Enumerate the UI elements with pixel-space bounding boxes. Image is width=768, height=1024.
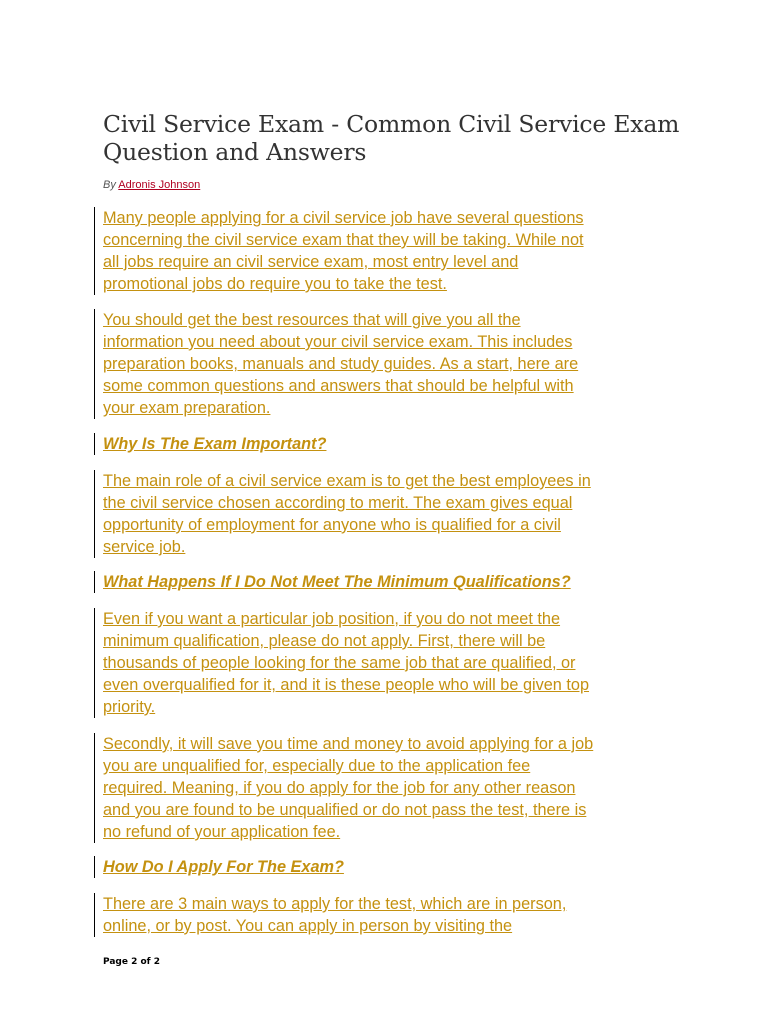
paragraph-link[interactable] bbox=[94, 309, 578, 419]
text-line: your exam preparation. bbox=[103, 399, 271, 417]
section-heading-link[interactable] bbox=[94, 856, 344, 878]
heading-text: Why Is The Exam Important? bbox=[103, 435, 327, 453]
section-heading-link[interactable] bbox=[94, 433, 326, 455]
by-label: By bbox=[103, 179, 116, 191]
heading-text: What Happens If I Do Not Meet The Minimum Qualifications? bbox=[103, 573, 571, 591]
text-line: minimum qualification, please do not apply. First, there will be bbox=[103, 632, 546, 650]
text-line: promotional jobs do require you to take the test. bbox=[103, 275, 447, 293]
byline bbox=[103, 178, 200, 192]
text-line: Secondly, it will save you time and money to avoid applying for a job bbox=[103, 735, 594, 753]
text-line: required. Meaning, if you do apply for the job for any other reason bbox=[103, 779, 576, 797]
text-line: opportunity of employment for anyone who is qualified for a civil bbox=[103, 516, 561, 534]
text-line: thousands of people looking for the same job that are qualified, or bbox=[103, 654, 576, 672]
text-line: Even if you want a particular job position, if you do not meet the bbox=[103, 610, 561, 628]
heading-text: How Do I Apply For The Exam? bbox=[103, 858, 344, 876]
page-title bbox=[103, 110, 703, 166]
text-line: The main role of a civil service exam is to get the best employees in bbox=[103, 472, 591, 490]
title-line-2: Question and Answers bbox=[103, 138, 367, 166]
text-line: information you need about your civil service exam. This includes bbox=[103, 333, 573, 351]
text-line: the civil service chosen according to merit. The exam gives equal bbox=[103, 494, 573, 512]
text-line: all jobs require an civil service exam, most entry level and bbox=[103, 253, 519, 271]
text-line: priority. bbox=[103, 698, 156, 716]
paragraph-link[interactable] bbox=[94, 470, 591, 558]
text-line: some common questions and answers that should be helpful with bbox=[103, 377, 574, 395]
paragraph-link[interactable] bbox=[94, 893, 566, 937]
paragraph-link[interactable] bbox=[94, 733, 593, 843]
text-line: You should get the best resources that will give you all the bbox=[103, 311, 521, 329]
text-line: no refund of your application fee. bbox=[103, 823, 341, 841]
text-line: Many people applying for a civil service job have several questions bbox=[103, 209, 584, 227]
author-link[interactable]: Adronis Johnson bbox=[118, 179, 201, 191]
text-line: online, or by post. You can apply in person by visiting the bbox=[103, 917, 513, 935]
text-line: service job. bbox=[103, 538, 186, 556]
text-line: you are unqualified for, especially due to the application fee bbox=[103, 757, 531, 775]
text-line: concerning the civil service exam that they will be taking. While not bbox=[103, 231, 584, 249]
page-number: Page 2 of 2 bbox=[103, 957, 160, 967]
paragraph-link[interactable] bbox=[94, 207, 584, 295]
title-line-1: Civil Service Exam - Common Civil Service Exam bbox=[103, 110, 680, 138]
section-heading-link[interactable] bbox=[94, 571, 571, 593]
text-line: preparation books, manuals and study guides. As a start, here are bbox=[103, 355, 579, 373]
text-line: and you are found to be unqualified or do not pass the test, there is bbox=[103, 801, 587, 819]
text-line: even overqualified for it, and it is these people who will be given top bbox=[103, 676, 590, 694]
text-line: There are 3 main ways to apply for the test, which are in person, bbox=[103, 895, 567, 913]
paragraph-link[interactable] bbox=[94, 608, 589, 718]
